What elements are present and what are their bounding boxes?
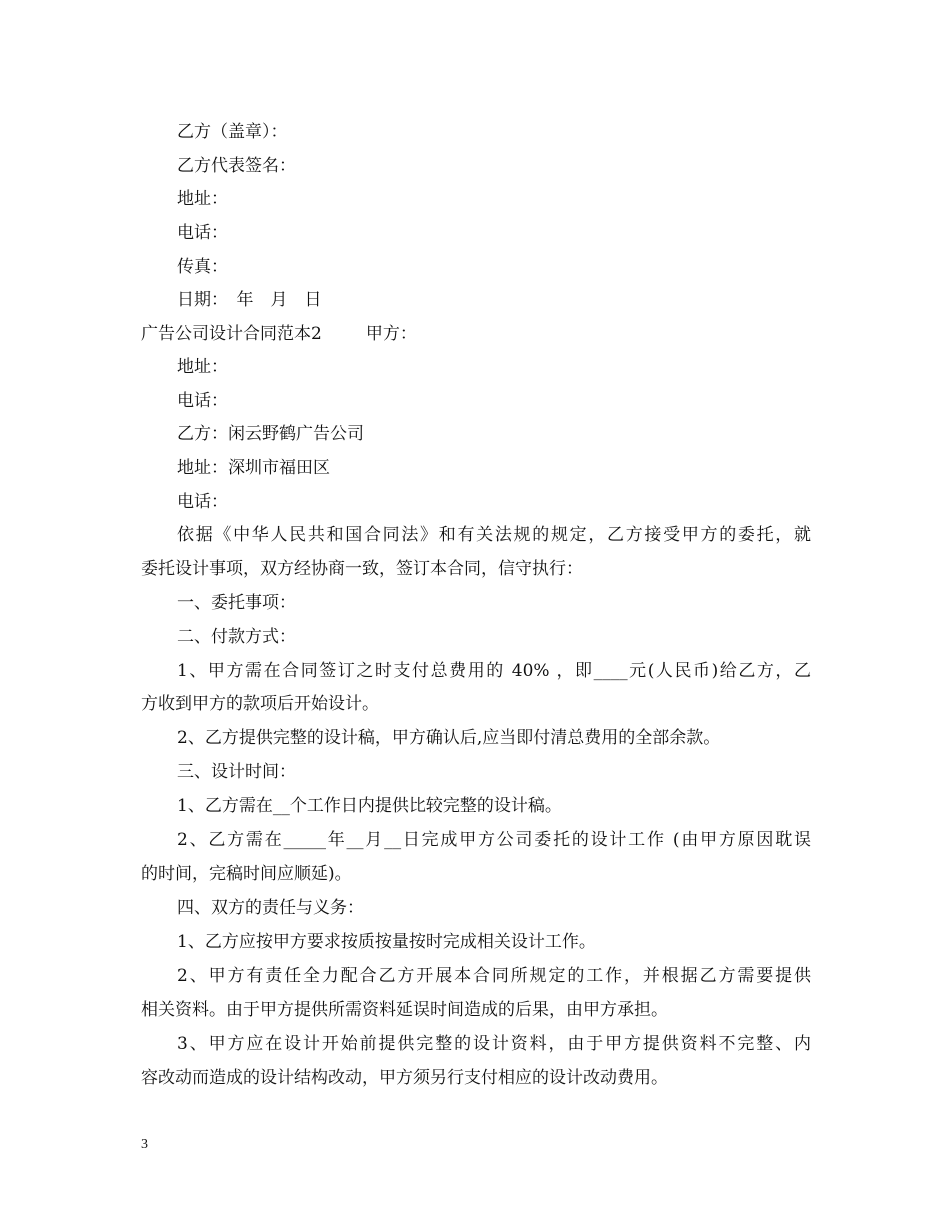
section-3-heading: 三、设计时间： <box>177 762 296 782</box>
preamble-line-1: 依据《中华人民共和国合同法》和有关法规的规定，乙方接受甲方的委托，就 <box>177 525 811 545</box>
party-b-rep-signature: 乙方代表签名： <box>177 156 296 176</box>
duty-clause-3-line-1: 3、甲方应在设计开始前提供完整的设计资料，由于甲方提供资料不完整、内 <box>177 1034 811 1054</box>
duty-clause-1: 1、乙方应按甲方要求按质按量按时完成相关设计工作。 <box>177 932 596 952</box>
time-clause-2-line-2: 的时间，完稿时间应顺延)。 <box>141 864 352 884</box>
payment-clause-2: 2、乙方提供完整的设计稿，甲方确认后,应当即付清总费用的全部余款。 <box>177 728 721 748</box>
date-line: 日期： 年 月 日 <box>177 290 322 310</box>
party-a-address: 地址： <box>177 357 228 377</box>
time-clause-1: 1、乙方需在__个工作日内提供比较完整的设计稿。 <box>177 796 562 816</box>
party-b-seal: 乙方（盖章）： <box>177 122 288 142</box>
preamble-line-2: 委托设计事项，双方经协商一致，签订本合同，信守执行： <box>141 559 583 579</box>
section-1-heading: 一、委托事项： <box>177 593 296 613</box>
time-clause-2-line-1: 2、乙方需在_____年__月__日完成甲方公司委托的设计工作 (由甲方原因耽误 <box>177 830 811 850</box>
party-b-fax: 传真： <box>177 257 228 277</box>
party-b-phone-2: 电话： <box>177 492 228 512</box>
section-4-heading: 四、双方的责任与义务： <box>177 898 364 918</box>
page-number: 3 <box>141 1137 148 1152</box>
contract-title-row <box>141 322 417 346</box>
section-2-heading: 二、付款方式： <box>177 627 296 647</box>
duty-clause-2-line-2: 相关资料。由于甲方提供所需资料延误时间造成的后果，由甲方承担。 <box>141 1000 668 1020</box>
party-b-name: 乙方：闲云野鹤广告公司 <box>177 424 364 444</box>
party-b-address: 地址： <box>177 189 228 209</box>
payment-clause-1-line-2: 方收到甲方的款项后开始设计。 <box>141 694 379 714</box>
duty-clause-3-line-2: 容改动而造成的设计结构改动，甲方须另行支付相应的设计改动费用。 <box>141 1068 668 1088</box>
contract-title: 广告公司设计合同范本2 <box>141 324 322 344</box>
party-a-label: 甲方： <box>365 324 417 344</box>
party-b-phone: 电话： <box>177 223 228 243</box>
party-b-address-2: 地址：深圳市福田区 <box>177 458 330 478</box>
duty-clause-2-line-1: 2、甲方有责任全力配合乙方开展本合同所规定的工作，并根据乙方需要提供 <box>177 966 811 986</box>
payment-clause-1-line-1: 1、甲方需在合同签订之时支付总费用的 40% ，即____元(人民币)给乙方，乙 <box>177 661 811 681</box>
party-a-phone: 电话： <box>177 391 228 411</box>
